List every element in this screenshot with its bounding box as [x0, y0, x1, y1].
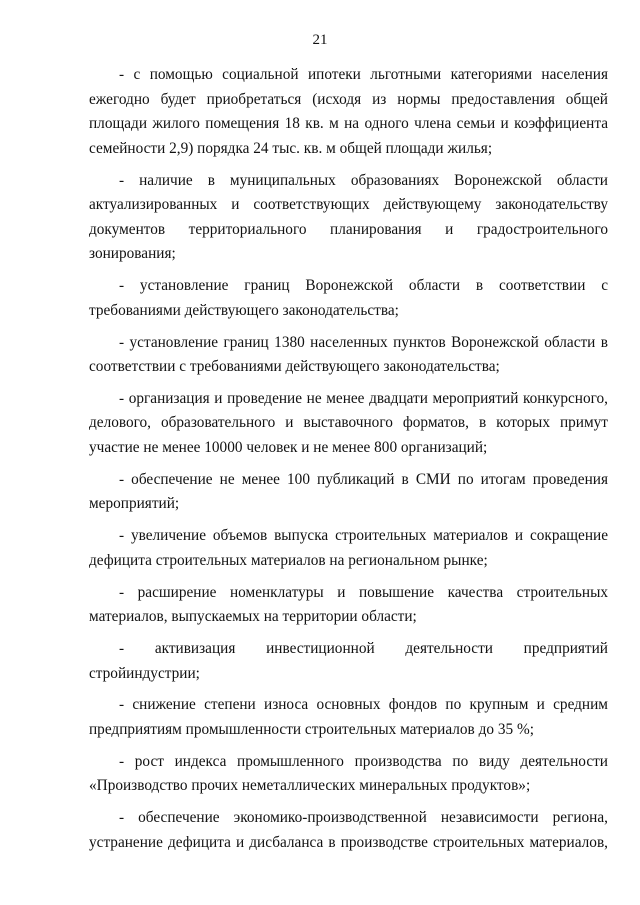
paragraph-social-mortgage: - с помощью социальной ипотеки льготными категориями населения ежегодно будет приобретаться (исходя из нормы предоставления общей площади жилого помещения 18 кв. м на одного члена семьи и коэффициента семейности 2,9) порядка 24 тыс. кв. м общей площади жилья;: [89, 66, 608, 157]
document-body: [89, 63, 608, 862]
paragraph-range-expansion: - расширение номенклатуры и повышение качества строительных материалов, выпускаемых на территории области;: [89, 583, 608, 626]
paragraph-output-increase: - увеличение объемов выпуска строительных материалов и сокращение дефицита строительных материалов на региональном рынке;: [89, 527, 608, 569]
paragraph-settlement-borders: - установление границ 1380 населенных пунктов Воронежской области в соответствии с требованиями действующего законодательства;: [89, 333, 608, 376]
paragraph-production-index: - рост индекса промышленного производства по виду деятельности «Производство прочих неметаллических минеральных продуктов»;: [89, 752, 608, 795]
paragraph-media-publications: - обеспечение не менее 100 публикаций в СМИ по итогам проведения мероприятий;: [89, 470, 608, 513]
page-number: 21: [312, 32, 328, 48]
paragraph-events: - организация и проведение не менее двадцати мероприятий конкурсного, делового, образовательного и выставочного форматов, в которых примут участие не менее 10000 человек и не менее 800 организаций;: [89, 389, 608, 457]
paragraph-planning-documents: - наличие в муниципальных образованиях Воронежской области актуализированных и соответствующих действующему законодательству документов территориального планирования и градостроительного зонирования;: [89, 171, 608, 263]
paragraph-region-borders: - установление границ Воронежской области в соответствии с требованиями действующего законодательства;: [89, 277, 608, 319]
paragraph-economic-independence: - обеспечение экономико-производственной независимости региона, устранение дефицита и дисбаланса в производстве строительных материалов,: [89, 809, 608, 851]
paragraph-investment-activity: - активизация инвестиционной деятельности предприятий стройиндустрии;: [89, 639, 608, 682]
paragraph-wear-reduction: - снижение степени износа основных фондов по крупным и средним предприятиям промышленности строительных материалов до 35 %;: [89, 696, 608, 738]
